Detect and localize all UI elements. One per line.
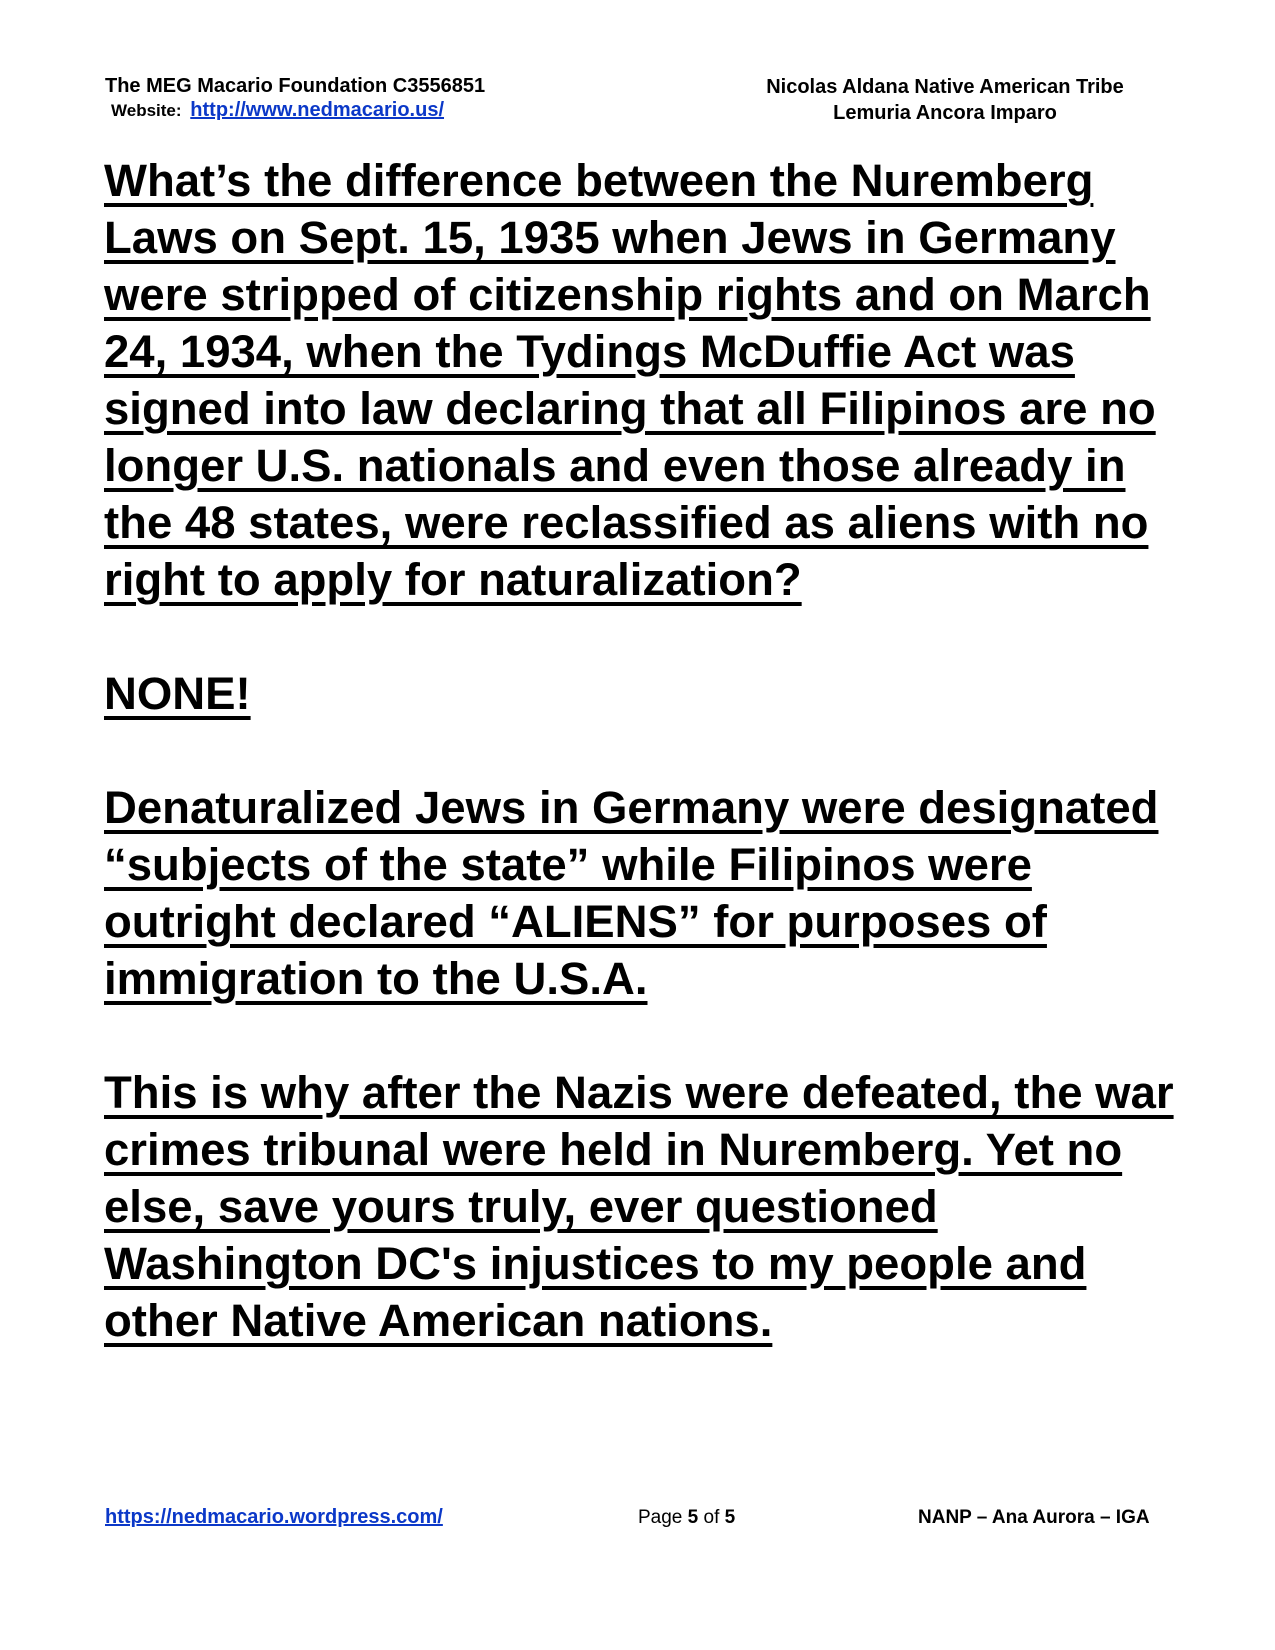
header-website-line [105,98,625,123]
footer-page-prefix: Page [638,1507,683,1528]
footer-right-text: NANP – Ana Aurora – IGA [918,1507,1150,1528]
header-motto: Lemuria Ancora Imparo [833,102,1057,124]
footer-page-current: 5 [687,1507,699,1528]
footer-blog-link[interactable]: https://nedmacario.wordpress.com/ [105,1506,443,1528]
main-content [104,152,1184,1349]
header-website-label: Website: [111,101,182,120]
header-tribe-name: Nicolas Aldana Native American Tribe [766,76,1124,98]
footer-page-number [638,1507,735,1529]
paragraph-question: What’s the difference between the Nuremberg Laws on Sept. 15, 1935 when Jews in Germany were stripped of citizenship rights and on March 24, 1934, when the Tydings McDuffie Act was signed into law declaring that all Filipinos are no longer U.S. nationals and even those already in the 48 states, were reclassified as aliens with no right to apply for naturalization? [104,155,1156,605]
paragraph-answer: NONE! [104,668,251,719]
header-right [730,74,1160,126]
header-website-link[interactable]: http://www.nedmacario.us/ [190,99,445,121]
footer-page-total: 5 [724,1507,736,1528]
paragraph-conclusion: This is why after the Nazis were defeated, the war crimes tribunal were held in Nuremberg. Yet no else, save yours truly, ever questioned Washington DC's injustices to my people and other Native American nations. [104,1067,1174,1346]
header-org-name: The MEG Macario Foundation C3556851 [105,75,486,97]
paragraph-designation: Denaturalized Jews in Germany were designated “subjects of the state” while Filipinos were outright declared “ALIENS” for purposes of immigration to the U.S.A. [104,782,1159,1004]
header-left [105,74,625,123]
footer-page-of: of [703,1507,720,1528]
